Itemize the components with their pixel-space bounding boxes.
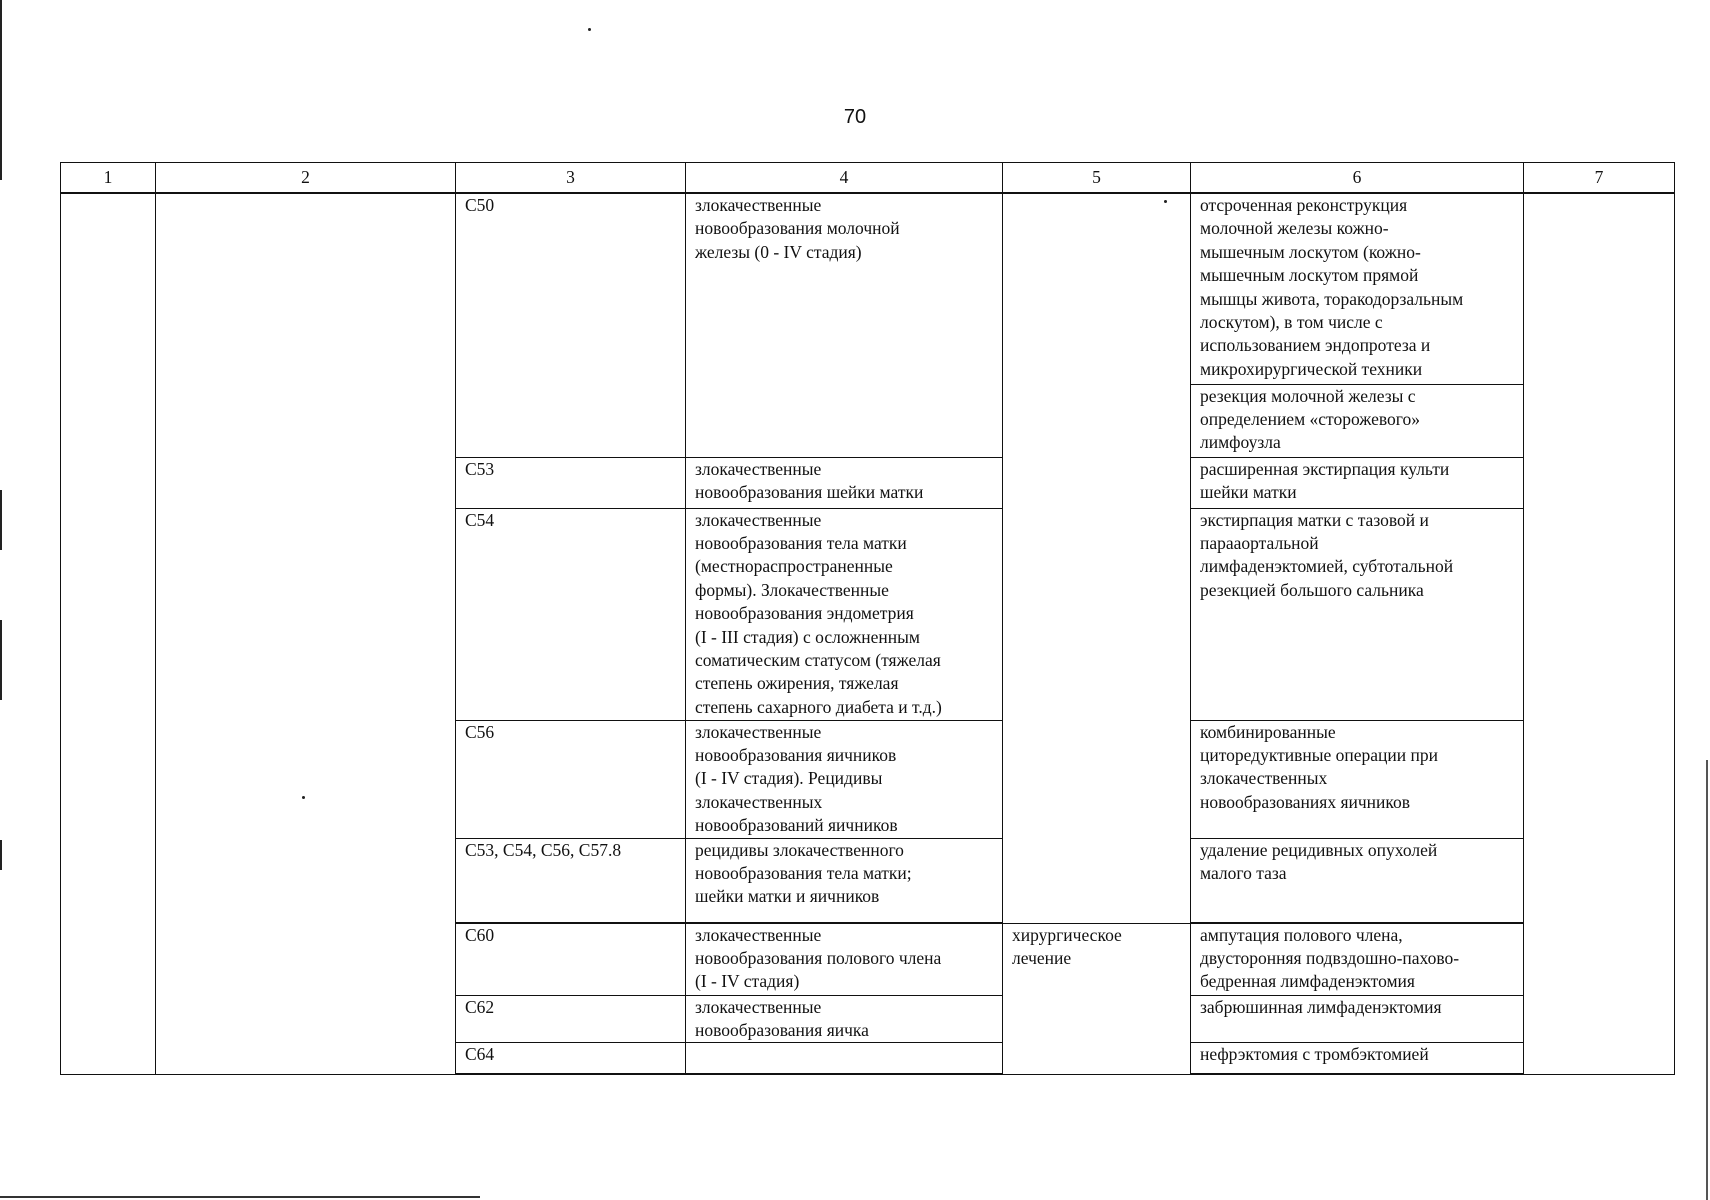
table-row [61, 193, 1675, 384]
code-cell: C62 [456, 995, 686, 1043]
code-cell: C56 [456, 720, 686, 838]
stray-dot [302, 796, 305, 799]
scan-margin-mark [0, 840, 2, 870]
method-cell: резекция молочной железы с определением «сторожевого» лимфоузла [1191, 384, 1524, 457]
diagnosis-cell: злокачественные новообразования яичка [686, 995, 1003, 1043]
method-cell: удаление рецидивных опухолей малого таза [1191, 838, 1524, 922]
diagnosis-cell: рецидивы злокачественного новообразования тела матки; шейки матки и яичников [686, 838, 1003, 922]
scan-edge-line [1706, 760, 1708, 1200]
diagnosis-cell: злокачественные новообразования полового члена (I - IV стадия) [686, 923, 1003, 995]
method-cell: нефрэктомия с тромбэктомией [1191, 1043, 1524, 1074]
spacer-cell [456, 1074, 686, 1075]
col2-cell [156, 193, 456, 1075]
diagnosis-cell [686, 1043, 1003, 1074]
treatment-cell [1003, 193, 1191, 923]
col7-cell [1524, 193, 1675, 1075]
col1-cell [61, 193, 156, 1075]
column-number-4: 4 [686, 163, 1003, 194]
column-number-3: 3 [456, 163, 686, 194]
code-cell: C53, C54, C56, C57.8 [456, 838, 686, 922]
stray-dot [1164, 200, 1167, 203]
method-cell: отсроченная реконструкция молочной железы кожно- мышечным лоскутом (кожно- мышечным лоскутом прямой мышцы живота, торакодорзальным лоскутом), в том числе с использованием эндопротеза и микрохирургической техники [1191, 193, 1524, 384]
code-cell: C64 [456, 1043, 686, 1074]
column-number-2: 2 [156, 163, 456, 194]
spacer-cell [1191, 1074, 1524, 1075]
method-cell: экстирпация матки с тазовой и парааортальной лимфаденэктомией, субтотальной резекцией большого сальника [1191, 508, 1524, 720]
scan-margin-mark [0, 0, 2, 180]
column-number-row [61, 163, 1675, 194]
code-cell: C53 [456, 457, 686, 508]
treatment-cell: хирургическое лечение [1003, 923, 1191, 1075]
method-cell: расширенная экстирпация культи шейки матки [1191, 457, 1524, 508]
diagnosis-cell: злокачественные новообразования шейки матки [686, 457, 1003, 508]
column-number-6: 6 [1191, 163, 1524, 194]
scan-margin-mark [0, 490, 2, 550]
footnote-separator [0, 1196, 480, 1198]
diagnosis-cell: злокачественные новообразования яичников (I - IV стадия). Рецидивы злокачественных новообразований яичников [686, 720, 1003, 838]
method-cell: ампутация полового члена, двусторонняя подвздошно-пахово- бедренная лимфаденэктомия [1191, 923, 1524, 995]
column-number-5: 5 [1003, 163, 1191, 194]
method-cell: комбинированные циторедуктивные операции при злокачественных новообразованиях яичников [1191, 720, 1524, 838]
stray-dot [588, 28, 591, 31]
code-cell: C60 [456, 923, 686, 995]
procedures-table [60, 162, 1675, 1075]
diagnosis-cell: злокачественные новообразования тела матки (местнораспространенные формы). Злокачественные новообразования эндометрия (I - III стадия) с осложненным соматическим статусом (тяжелая степень ожирения, тяжелая степень сахарного диабета и т.д.) [686, 508, 1003, 720]
column-number-7: 7 [1524, 163, 1675, 194]
code-cell: C50 [456, 193, 686, 457]
spacer-cell [686, 1074, 1003, 1075]
scan-margin-mark [0, 620, 2, 700]
code-cell: C54 [456, 508, 686, 720]
page-number: 70 [843, 106, 867, 128]
diagnosis-cell: злокачественные новообразования молочной железы (0 - IV стадия) [686, 193, 1003, 457]
method-cell: забрюшинная лимфаденэктомия [1191, 995, 1524, 1043]
column-number-1: 1 [61, 163, 156, 194]
